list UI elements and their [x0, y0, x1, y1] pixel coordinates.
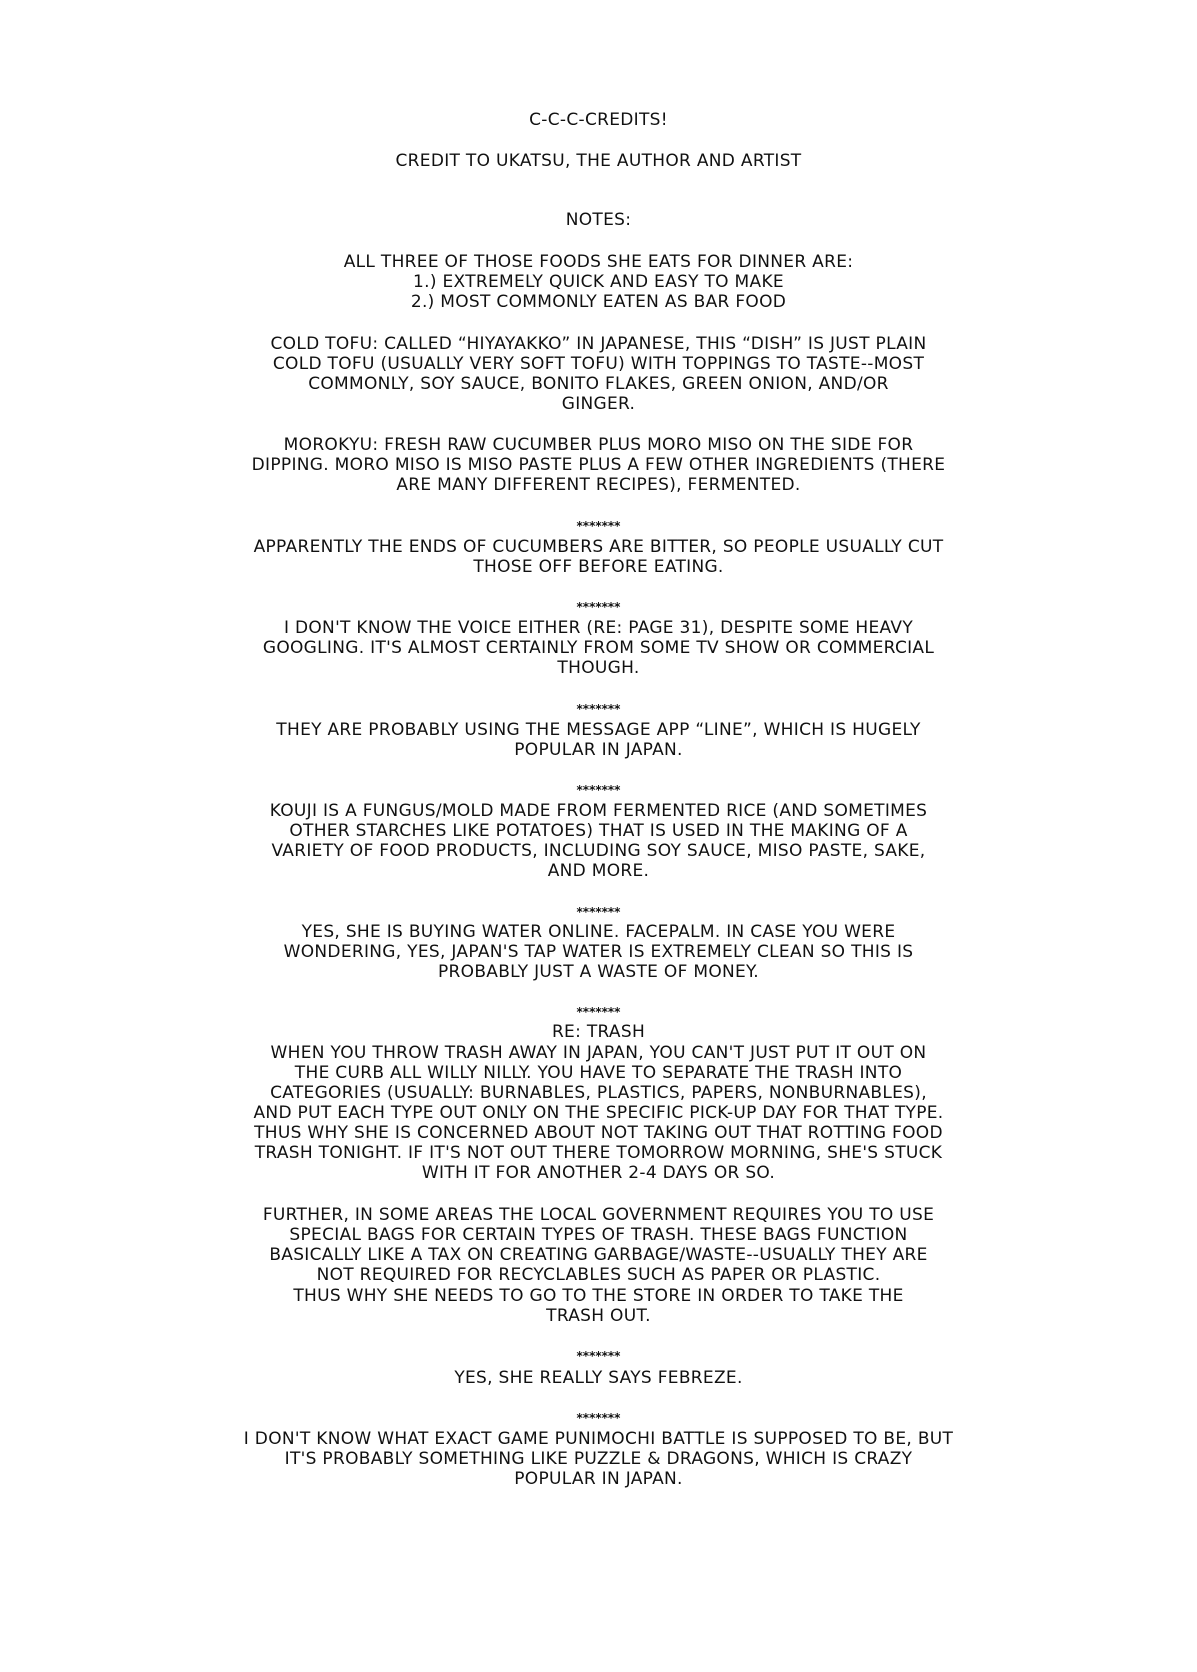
note-line: ARE MANY DIFFERENT RECIPES), FERMENTED. [396, 475, 801, 495]
note-line: THOUGH. [557, 658, 640, 678]
note-line: FURTHER, IN SOME AREAS THE LOCAL GOVERNMENT REQUIRES YOU TO USE [262, 1205, 935, 1225]
note-line: WONDERING, YES, JAPAN'S TAP WATER IS EXTREMELY CLEAN SO THIS IS [283, 942, 914, 962]
note-line: THUS WHY SHE NEEDS TO GO TO THE STORE IN ORDER TO TAKE THE [293, 1286, 904, 1306]
note-line: THEY ARE PROBABLY USING THE MESSAGE APP “LINE”, WHICH IS HUGELY [276, 720, 921, 740]
divider-stars: ******* [576, 600, 621, 614]
note-line: DIPPING. MORO MISO IS MISO PASTE PLUS A FEW OTHER INGREDIENTS (THERE [251, 455, 946, 475]
divider-stars: ******* [576, 1005, 621, 1019]
note-line: WITH IT FOR ANOTHER 2-4 DAYS OR SO. [421, 1163, 776, 1183]
note-line: CATEGORIES (USUALLY: BURNABLES, PLASTICS, PAPERS, NONBURNABLES), [270, 1083, 927, 1103]
note-line: COLD TOFU: CALLED “HIYAYAKKO” IN JAPANESE, THIS “DISH” IS JUST PLAIN [270, 334, 927, 354]
divider-stars: ******* [576, 702, 621, 716]
note-line: WHEN YOU THROW TRASH AWAY IN JAPAN, YOU CAN'T JUST PUT IT OUT ON [270, 1043, 927, 1063]
note-line: BASICALLY LIKE A TAX ON CREATING GARBAGE/WASTE--USUALLY THEY ARE [269, 1245, 928, 1265]
note-line: I DON'T KNOW THE VOICE EITHER (RE: PAGE 31), DESPITE SOME HEAVY [283, 618, 914, 638]
note-line: THUS WHY SHE IS CONCERNED ABOUT NOT TAKING OUT THAT ROTTING FOOD [254, 1123, 943, 1143]
credits-title: C-C-C-CREDITS! [529, 110, 668, 130]
note-line: GOOGLING. IT'S ALMOST CERTAINLY FROM SOME TV SHOW OR COMMERCIAL [262, 638, 935, 658]
note-line: THE CURB ALL WILLY NILLY. YOU HAVE TO SEPARATE THE TRASH INTO [294, 1063, 903, 1083]
note-line: COMMONLY, SOY SAUCE, BONITO FLAKES, GREEN ONION, AND/OR [308, 374, 889, 394]
note-line: YES, SHE IS BUYING WATER ONLINE. FACEPALM. IN CASE YOU WERE [301, 922, 896, 942]
note-line: APPARENTLY THE ENDS OF CUCUMBERS ARE BITTER, SO PEOPLE USUALLY CUT [253, 537, 944, 557]
note-line: AND PUT EACH TYPE OUT ONLY ON THE SPECIFIC PICK-UP DAY FOR THAT TYPE. [253, 1103, 944, 1123]
note-line: KOUJI IS A FUNGUS/MOLD MADE FROM FERMENTED RICE (AND SOMETIMES [269, 801, 928, 821]
note-line: POPULAR IN JAPAN. [514, 1469, 683, 1489]
note-line: AND MORE. [547, 861, 650, 881]
note-line: RE: TRASH [551, 1022, 646, 1042]
note-line: TRASH OUT. [546, 1306, 651, 1326]
divider-stars: ******* [576, 1349, 621, 1363]
note-line: TRASH TONIGHT. IF IT'S NOT OUT THERE TOMORROW MORNING, SHE'S STUCK [254, 1143, 943, 1163]
note-line: NOT REQUIRED FOR RECYCLABLES SUCH AS PAPER OR PLASTIC. [316, 1265, 881, 1285]
note-line: COLD TOFU (USUALLY VERY SOFT TOFU) WITH TOPPINGS TO TASTE--MOST [272, 354, 925, 374]
divider-stars: ******* [576, 905, 621, 919]
divider-stars: ******* [576, 1411, 621, 1425]
divider-stars: ******* [576, 519, 621, 533]
note-line: I DON'T KNOW WHAT EXACT GAME PUNIMOCHI BATTLE IS SUPPOSED TO BE, BUT [243, 1429, 954, 1449]
note-line: SPECIAL BAGS FOR CERTAIN TYPES OF TRASH. THESE BAGS FUNCTION [289, 1225, 908, 1245]
divider-stars: ******* [576, 783, 621, 797]
note-line: GINGER. [561, 394, 636, 414]
notes-heading: NOTES: [565, 210, 632, 230]
note-line: 2.) MOST COMMONLY EATEN AS BAR FOOD [410, 292, 787, 312]
note-line: YES, SHE REALLY SAYS FEBREZE. [454, 1368, 743, 1388]
note-line: IT'S PROBABLY SOMETHING LIKE PUZZLE & DRAGONS, WHICH IS CRAZY [284, 1449, 913, 1469]
note-line: VARIETY OF FOOD PRODUCTS, INCLUDING SOY SAUCE, MISO PASTE, SAKE, [271, 841, 926, 861]
note-line: MOROKYU: FRESH RAW CUCUMBER PLUS MORO MISO ON THE SIDE FOR [283, 435, 914, 455]
note-line: THOSE OFF BEFORE EATING. [473, 557, 724, 577]
note-line: PROBABLY JUST A WASTE OF MONEY. [437, 962, 759, 982]
note-line: POPULAR IN JAPAN. [514, 740, 683, 760]
note-line: ALL THREE OF THOSE FOODS SHE EATS FOR DINNER ARE: [343, 252, 854, 272]
author-credit: CREDIT TO UKATSU, THE AUTHOR AND ARTIST [395, 151, 802, 171]
note-line: 1.) EXTREMELY QUICK AND EASY TO MAKE [413, 272, 784, 292]
note-line: OTHER STARCHES LIKE POTATOES) THAT IS USED IN THE MAKING OF A [289, 821, 908, 841]
